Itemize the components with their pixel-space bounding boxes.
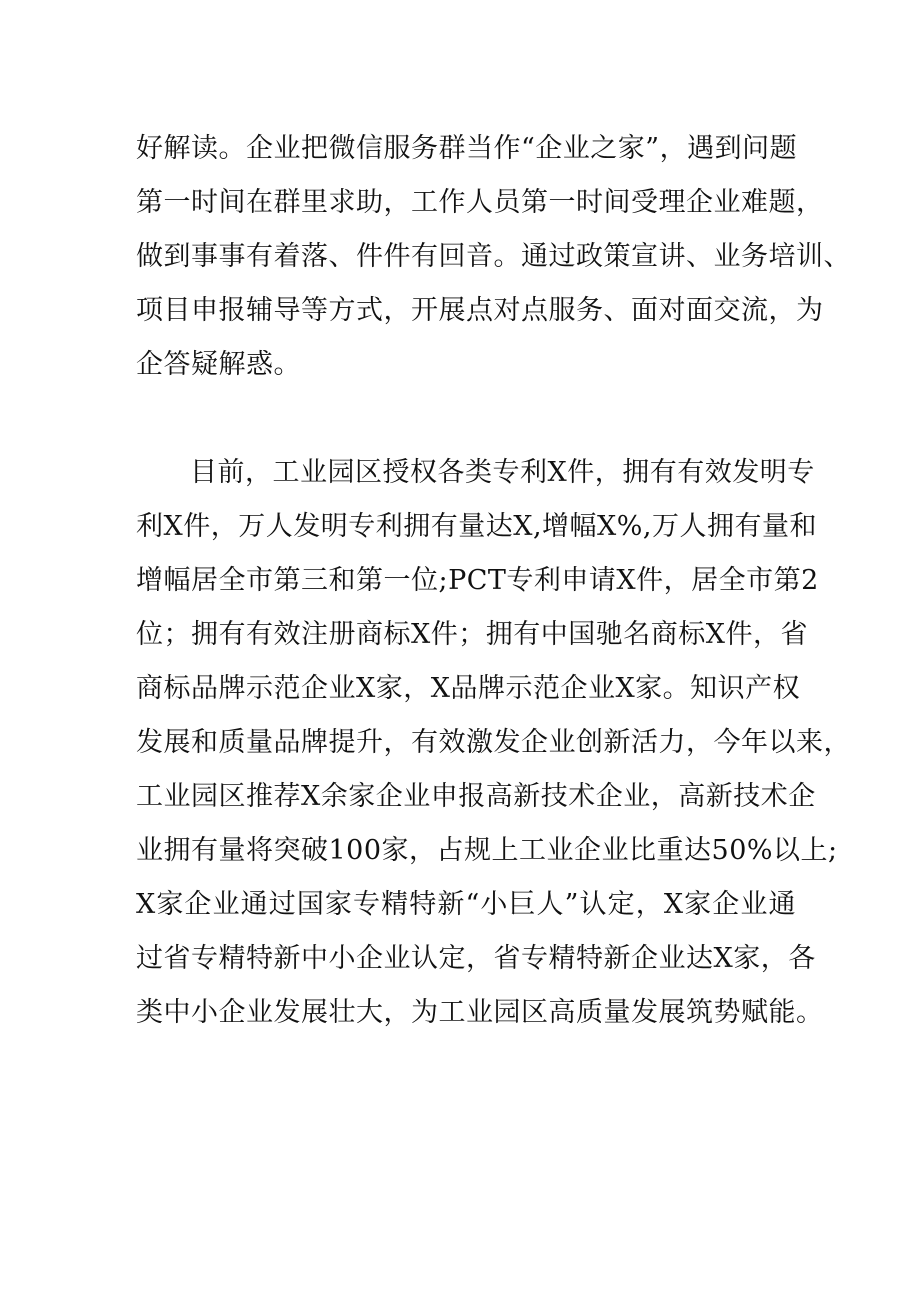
- paragraph-2-line-5: 商标品牌示范企业X家，X品牌示范企业X家。知识产权: [136, 673, 801, 704]
- paragraph-2: [136, 446, 851, 1040]
- paragraph-2-line-6: 发展和质量品牌提升，有效激发企业创新活力，今年以来，: [136, 727, 851, 758]
- paragraph-1-line-2: 第一时间在群里求助，工作人员第一时间受理企业难题，: [136, 187, 824, 218]
- paragraph-1-line-3: 做到事事有着落、件件有回音。通过政策宣讲、业务培训、: [136, 241, 851, 272]
- paragraph-2-line-9: X家企业通过国家专精特新“小巨人”认定，X家企业通: [136, 889, 796, 920]
- paragraph-2-line-11: 类中小企业发展壮大，为工业园区高质量发展筑势赋能。: [136, 997, 824, 1028]
- paragraph-2-line-1: 目前，工业园区授权各类专利X件，拥有有效发明专: [190, 457, 815, 488]
- paragraph-1: [136, 122, 851, 392]
- paragraph-1-line-1: 好解读。企业把微信服务群当作“企业之家”，遇到问题: [136, 133, 798, 164]
- paragraph-2-line-8: 业拥有量将突破100家，占规上工业企业比重达50%以上;: [136, 835, 838, 866]
- paragraph-1-line-4: 项目申报辅导等方式，开展点对点服务、面对面交流，为: [136, 295, 824, 326]
- paragraph-2-line-10: 过省专精特新中小企业认定，省专精特新企业达X家，各: [136, 943, 816, 974]
- paragraph-1-line-5: 企答疑解惑。: [136, 349, 301, 380]
- paragraph-2-line-7: 工业园区推荐X余家企业申报高新技术企业，高新技术企: [136, 781, 816, 812]
- paragraph-2-line-2: 利X件，万人发明专利拥有量达X,增幅X%,万人拥有量和: [136, 511, 817, 542]
- paragraph-2-line-3: 增幅居全市第三和第一位;PCT专利申请X件，居全市第2: [136, 565, 819, 596]
- paragraph-2-line-4: 位；拥有有效注册商标X件；拥有中国驰名商标X件，省: [136, 619, 808, 650]
